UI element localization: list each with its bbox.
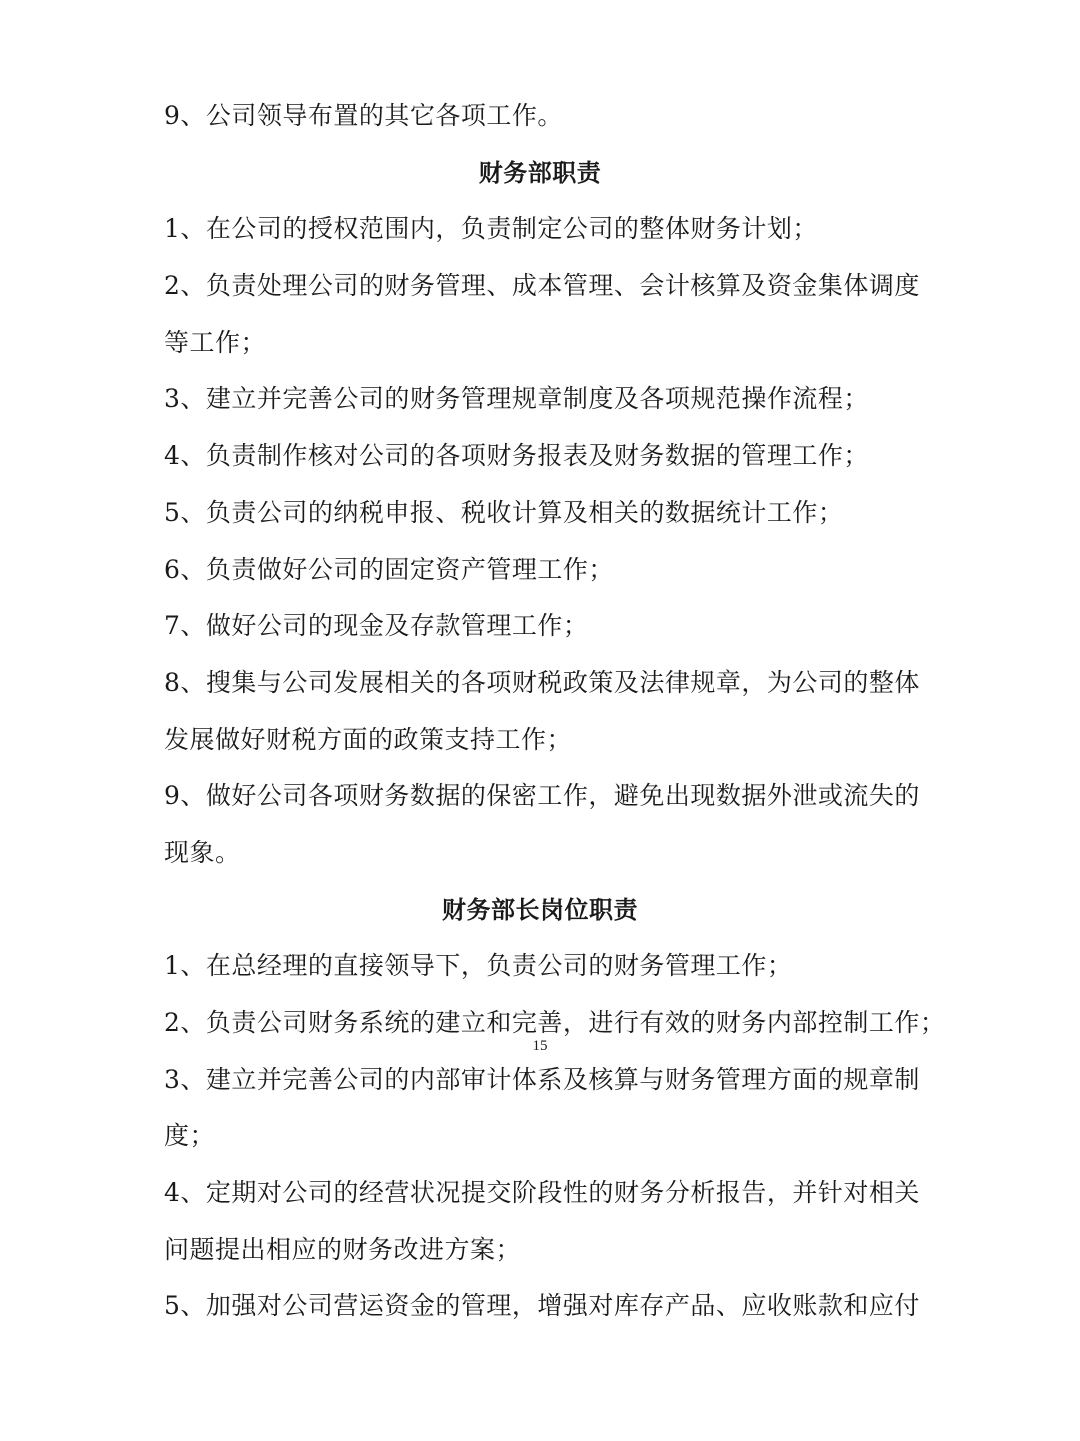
text-line: 6、负责做好公司的固定资产管理工作； [164, 554, 614, 584]
text-line: 4、负责制作核对公司的各项财务报表及财务数据的管理工作； [164, 441, 869, 471]
text-line: 9、做好公司各项财务数据的保密工作，避免出现数据外泄或流失的 [164, 781, 920, 811]
text-line: 1、在总经理的直接领导下，负责公司的财务管理工作； [164, 951, 793, 981]
section-heading: 财务部职责 [478, 157, 602, 187]
text-line: 3、建立并完善公司的财务管理规章制度及各项规范操作流程； [164, 384, 869, 414]
text-line: 等工作； [164, 327, 267, 357]
text-line: 1、在公司的授权范围内，负责制定公司的整体财务计划； [164, 214, 818, 244]
section-heading: 财务部长岗位职责 [442, 894, 638, 924]
text-line: 2、负责公司财务系统的建立和完善，进行有效的财务内部控制工作； [164, 1008, 946, 1037]
text-line: 现象。 [164, 837, 241, 867]
text-line: 5、加强对公司营运资金的管理，增强对库存产品、应收账款和应付 [164, 1291, 920, 1321]
text-line: 问题提出相应的财务改进方案； [164, 1234, 522, 1264]
document-body [164, 88, 946, 1335]
text-line: 7、做好公司的现金及存款管理工作； [164, 611, 589, 641]
page-number: 15 [532, 1038, 548, 1054]
text-line: 发展做好财税方面的政策支持工作； [164, 724, 573, 754]
text-line: 9、公司领导布置的其它各项工作。 [164, 101, 563, 130]
text-line: 8、搜集与公司发展相关的各项财税政策及法律规章，为公司的整体 [164, 667, 920, 697]
text-line: 2、负责处理公司的财务管理、成本管理、会计核算及资金集体调度 [164, 271, 920, 301]
text-line: 5、负责公司的纳税申报、税收计算及相关的数据统计工作； [164, 497, 844, 527]
text-line: 度； [164, 1121, 216, 1151]
text-line: 3、建立并完善公司的内部审计体系及核算与财务管理方面的规章制 [164, 1064, 920, 1094]
text-line: 4、定期对公司的经营状况提交阶段性的财务分析报告，并针对相关 [164, 1178, 920, 1208]
